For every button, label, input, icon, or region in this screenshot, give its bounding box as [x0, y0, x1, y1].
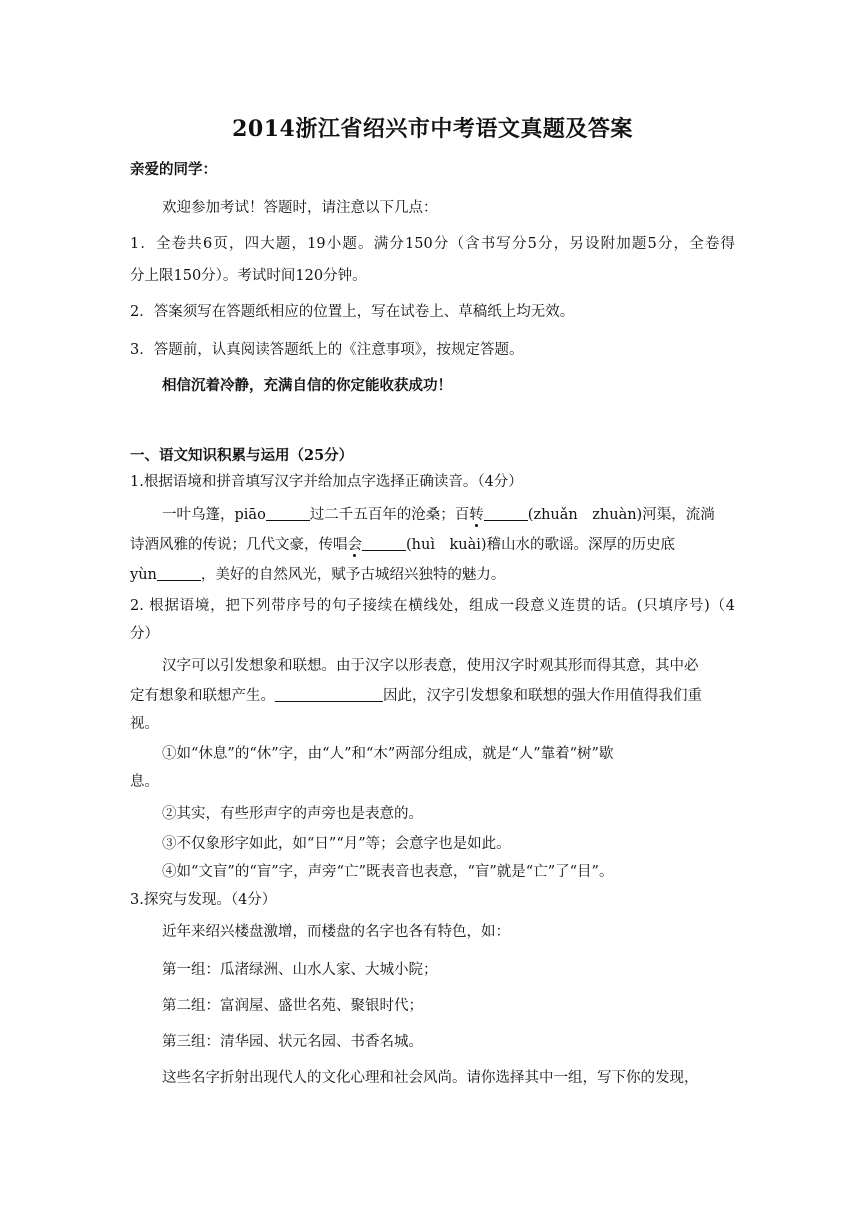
dotted-char: 会: [347, 537, 362, 553]
section-1-heading: 一、语文知识积累与运用（25分）: [130, 447, 354, 464]
q1-text: ，美好的自然风光，赋予古城绍兴独特的魅力。: [200, 567, 506, 583]
encouragement: 相信沉着冷静，充满自信的你定能收获成功！: [162, 377, 452, 394]
q2-stem-line-1: 2. 根据语境，把下列带序号的句子接续在横线处，组成一段意义连贯的话。(只填序号)（4: [130, 598, 735, 614]
dotted-char: 转: [469, 507, 484, 523]
q2-option-1-line-2: 息。: [130, 774, 159, 790]
q1-line-3: [130, 565, 735, 585]
rule-1-line-1: 1．全卷共6页，四大题，19小题。满分150分（含书写分5分，另设附加题5分，全卷得: [130, 236, 735, 252]
q3-group-1: 第一组：瓜渚绿洲、山水人家、大城小院；: [162, 962, 438, 978]
greeting: 亲爱的同学：: [130, 161, 217, 178]
rule-2: 2．答案须写在答题纸相应的位置上，写在试卷上、草稿纸上均无效。: [130, 304, 575, 320]
q2-text: 定有想象和联想产生。: [130, 688, 275, 704]
welcome-text: 欢迎参加考试！答题时，请注意以下几点：: [162, 200, 438, 216]
answer-blank[interactable]: [484, 505, 528, 521]
q1-text: 过二千五百年的沧桑；百: [309, 507, 470, 523]
q1-text: 一叶乌篷，piāo: [162, 507, 266, 523]
q3-intro: 近年来绍兴楼盘激增，而楼盘的名字也各有特色，如：: [162, 924, 510, 940]
answer-blank[interactable]: [275, 686, 383, 702]
q2-passage-3: 视。: [130, 716, 159, 732]
answer-blank[interactable]: [266, 505, 310, 521]
q2-option-1-line-1: ①如“休息”的“休”字，由“人”和“木”两部分组成，就是“人”靠着“树”歇: [162, 746, 614, 762]
q1-text: 诗酒风雅的传说；几代文豪，传唱: [130, 537, 348, 553]
q3-group-3: 第三组：清华园、状元名园、书香名城。: [162, 1034, 423, 1050]
q2-passage-2: [130, 686, 735, 706]
answer-blank[interactable]: [362, 535, 406, 551]
answer-blank[interactable]: [157, 565, 201, 581]
q3-stem: 3.探究与发现。（4分）: [130, 892, 277, 908]
q1-text: (zhuǎn zhuàn)河渠，流淌: [527, 507, 715, 523]
q1-text: (huì kuài)稽山水的歌谣。深厚的历史底: [406, 537, 676, 553]
q3-group-2: 第二组：富润屋、盛世名苑、聚银时代；: [162, 998, 423, 1014]
rule-3: 3．答题前，认真阅读答题纸上的《注意事项》，按规定答题。: [130, 342, 524, 358]
q2-option-2: ②其实，有些形声字的声旁也是表意的。: [162, 806, 423, 822]
q2-text: 因此，汉字引发想象和联想的强大作用值得我们重: [383, 688, 702, 704]
page-title: 2014浙江省绍兴市中考语文真题及答案: [232, 116, 633, 142]
q1-line-2: [130, 535, 735, 555]
q2-option-4: ④如“文盲”的“盲”字，声旁“亡”既表音也表意，“盲”就是“亡”了“目”。: [162, 864, 614, 880]
q1-stem: 1.根据语境和拼音填写汉字并给加点字选择正确读音。（4分）: [130, 474, 523, 490]
q2-option-3: ③不仅象形字如此，如“日”“月”等；会意字也是如此。: [162, 836, 511, 852]
q2-passage-1: 汉字可以引发想象和联想。由于汉字以形表意，使用汉字时观其形而得其意，其中必: [162, 658, 699, 674]
q2-stem-line-2: 分）: [130, 626, 159, 642]
q1-line-1: [162, 505, 735, 525]
rule-1-line-2: 分上限150分）。考试时间120分钟。: [130, 268, 367, 284]
q1-text: yùn: [130, 567, 157, 583]
q3-question: 这些名字折射出现代人的文化心理和社会风尚。请你选择其中一组，写下你的发现，: [162, 1070, 699, 1086]
